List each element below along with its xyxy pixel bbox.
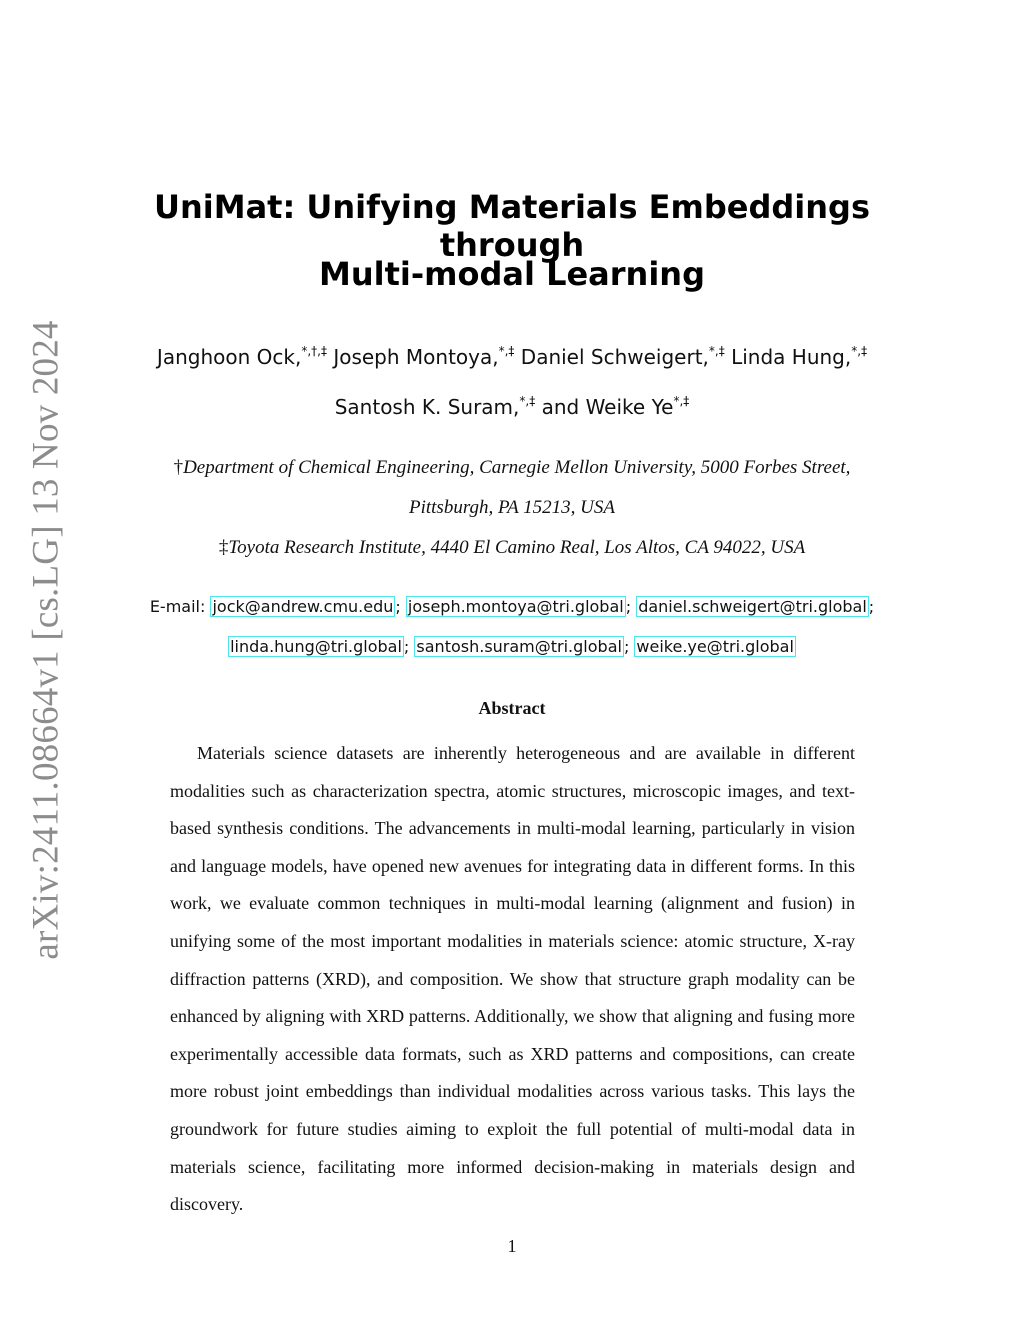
page-number: 1: [507, 1236, 517, 1256]
author-name: Janghoon Ock,: [156, 345, 302, 369]
author-affiliation-marks: *,‡: [519, 394, 536, 408]
email-link-suram[interactable]: santosh.suram@tri.global: [416, 637, 622, 656]
email-list-line-2: [60, 637, 964, 656]
abstract-body: Materials science datasets are inherently heterogeneous and are available in different modalities such as characterization spectra, atomic structures, microscopic images, and text-based synthesis conditions. The advancements in multi-modal learning, particularly in vision and language models, have opened new avenues for integrating data in different forms. In this work, we evaluate common techniques in multi-modal learning (alignment and fusion) in unifying some of the most important modalities in materials science: atomic structure, X-ray diffraction patterns (XRD), and composition. We show that structure graph modality can be enhanced by aligning with XRD patterns. Additionally, we show that aligning and fusing more experimentally accessible data formats, such as XRD patterns and compositions, can create more robust joint embeddings than individual modalities across various tasks. This lays the groundwork for future studies aiming to exploit the full potential of multi-modal data in materials science, facilitating more informed decision-making in materials design and discovery.: [170, 743, 855, 1215]
author-name: and Weike Ye: [541, 395, 674, 419]
author-name: Joseph Montoya,: [333, 345, 499, 369]
author-list-line-2: [100, 395, 924, 419]
author-name: Linda Hung,: [731, 345, 852, 369]
author-affiliation-marks: *,‡: [673, 394, 690, 408]
paper-title-line-2: Multi-modal Learning: [319, 255, 705, 293]
affiliation-cmu-city: Pittsburgh, PA 15213, USA: [408, 497, 616, 518]
arxiv-identifier-stamp: arXiv:2411.08664v1 [cs.LG] 13 Nov 2024: [25, 320, 67, 960]
email-separator: ;: [625, 597, 632, 616]
email-separator: ;: [623, 637, 630, 656]
double-dagger-mark: ‡: [218, 537, 229, 558]
email-link-ock[interactable]: jock@andrew.cmu.edu: [212, 597, 394, 616]
author-list-line-1: [100, 345, 924, 369]
affiliation-cmu-text: Department of Chemical Engineering, Carnegie Mellon University, 5000 Forbes Street,: [183, 457, 851, 478]
email-link-ye[interactable]: weike.ye@tri.global: [636, 637, 794, 656]
email-link-hung[interactable]: linda.hung@tri.global: [230, 637, 402, 656]
email-separator: ;: [395, 597, 401, 616]
author-affiliation-marks: *,‡: [498, 344, 515, 358]
author-name: Santosh K. Suram,: [334, 395, 520, 419]
email-separator: ;: [403, 637, 410, 656]
affiliation-tri: [100, 537, 924, 559]
dagger-mark: †: [173, 457, 184, 478]
author-affiliation-marks: *,‡: [851, 344, 868, 358]
paper-title-line-1: UniMat: Unifying Materials Embeddings through: [154, 188, 870, 264]
email-label: E-mail:: [149, 597, 206, 616]
email-list-line-1: [60, 597, 964, 616]
author-affiliation-marks: *,‡: [708, 344, 725, 358]
email-link-montoya[interactable]: joseph.montoya@tri.global: [407, 597, 624, 616]
email-separator: ;: [868, 597, 875, 616]
affiliation-cmu: [100, 457, 924, 479]
author-affiliation-marks: *,†,‡: [301, 344, 327, 358]
email-link-schweigert[interactable]: daniel.schweigert@tri.global: [638, 597, 867, 616]
author-name: Daniel Schweigert,: [520, 345, 709, 369]
abstract-heading: Abstract: [478, 698, 546, 718]
affiliation-tri-text: Toyota Research Institute, 4440 El Camino Real, Los Altos, CA 94022, USA: [228, 537, 806, 558]
